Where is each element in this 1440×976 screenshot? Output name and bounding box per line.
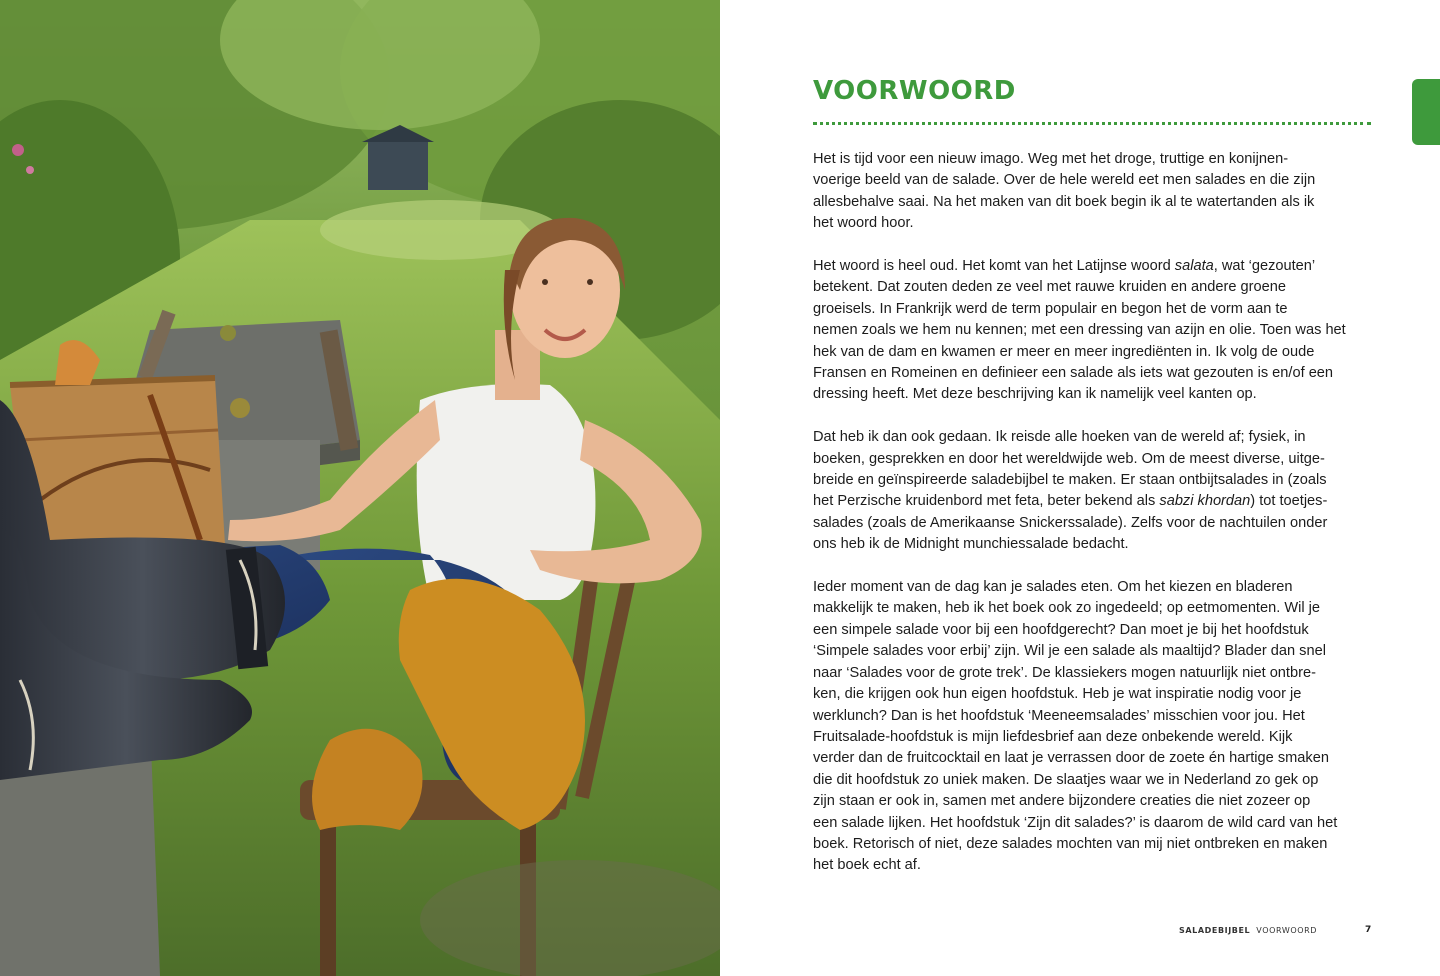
paragraph-3-text-start: Dat heb ik dan ook gedaan. Ik reisde alle hoeken van de wereld af; fysiek, in boeken, gesprekken en door het wereldwijde web. Om de meest diverse, uitge- breide en geïnspireerde saladebijbel te maken. Er staan ontbijtsalades in (zoals het Perzische kruidenbord met feta, beter bekend als bbox=[813, 429, 1327, 510]
paragraph-2-italic-term: salata bbox=[1174, 258, 1214, 275]
dotted-divider bbox=[813, 122, 1371, 125]
page-number: 7 bbox=[1365, 925, 1372, 935]
paragraph-2-text-start: Het woord is heel oud. Het komt van het Latijnse woord bbox=[813, 258, 1175, 275]
paragraph-3-text-end: ) tot toetjes- salades (zoals de Amerikaanse Snickerssalade). Zelfs voor de nachtuilen onder ons heb ik de Midnight munchiessalade bedacht. bbox=[813, 493, 1328, 553]
paragraph-3-italic-term: sabzi khordan bbox=[1159, 493, 1251, 510]
running-footer bbox=[1179, 925, 1317, 937]
paragraph-4-text: Ieder moment van de dag kan je salades eten. Om het kiezen en bladeren makkelijk te maken, heb ik het boek ook zo ingedeeld; op eetmomenten. Wil je een simpele salade voor bij een hoofdgerecht? Dan moet je bij het hoofdstuk ‘Simpele salades voor erbij’ zijn. Wil je een salade als maaltijd? Blader dan snel naar ‘Salades voor de grote trek’. De klassiekers mogen natuurlijk niet ontbre- ken, die krijgen ook hun eigen hoofdstuk. Heb je wat inspiratie nodig voor je werklunch? Dan is het hoofdstuk ‘Meeneemsalades’ misschien voor jou. Het Fruitsalade-hoofdstuk is mijn liefdesbrief aan deze onbekende wereld. Kijk verder dan de fruitcocktail en laat je verrassen door de zoete én hartige smaken die dit hoofdstuk zo uniek maken. De slaatjes waar we in Nederland zo gek op zijn staan er ook in, samen met andere bijzondere creaties die niet zozeer op een salade lijken. Het hoofdstuk ‘Zijn dit salades?’ is daarom de wild card van het boek. Retorisch of niet, deze salades mochten van mij niet ontbreken en maken het boek echt af. bbox=[813, 579, 1338, 874]
page-heading: VOORWOORD bbox=[813, 76, 1016, 106]
paragraph-2-text-end: , wat ‘gezouten’ betekent. Dat zouten deden ze veel met rauwe kruiden en andere groene groeisels. In Frankrijk werd de term populair en begon het de vorm aan te nemen zoals we hem nu kennen; met een dressing van azijn en olie. Toen was het hek van de dam en kwamen er meer en meer ingrediënten in. Ik volg de oude Fransen en Romeinen en definieer een salade als iets wat gezouten is en/of een dressing heeft. Met deze beschrijving kan ik namelijk veel kanten op. bbox=[813, 258, 1346, 403]
paragraph-3 bbox=[813, 427, 1361, 555]
paragraph-1-text: Het is tijd voor een nieuw imago. Weg met het droge, truttige en konijnen- voerige beeld van de salade. Over de hele wereld eet men salades en die zijn allesbehalve saai. Na het maken van dit boek begin ik al te watertanden als ik het woord hoor. bbox=[813, 151, 1316, 232]
chapter-tab bbox=[1412, 79, 1440, 145]
paragraph-1 bbox=[813, 149, 1361, 235]
footer-section: VOORWOORD bbox=[1256, 926, 1318, 935]
body-text bbox=[813, 149, 1361, 877]
footer-book-title: SALADEBIJBEL bbox=[1179, 926, 1251, 935]
paragraph-2 bbox=[813, 256, 1361, 406]
paragraph-4 bbox=[813, 577, 1361, 877]
